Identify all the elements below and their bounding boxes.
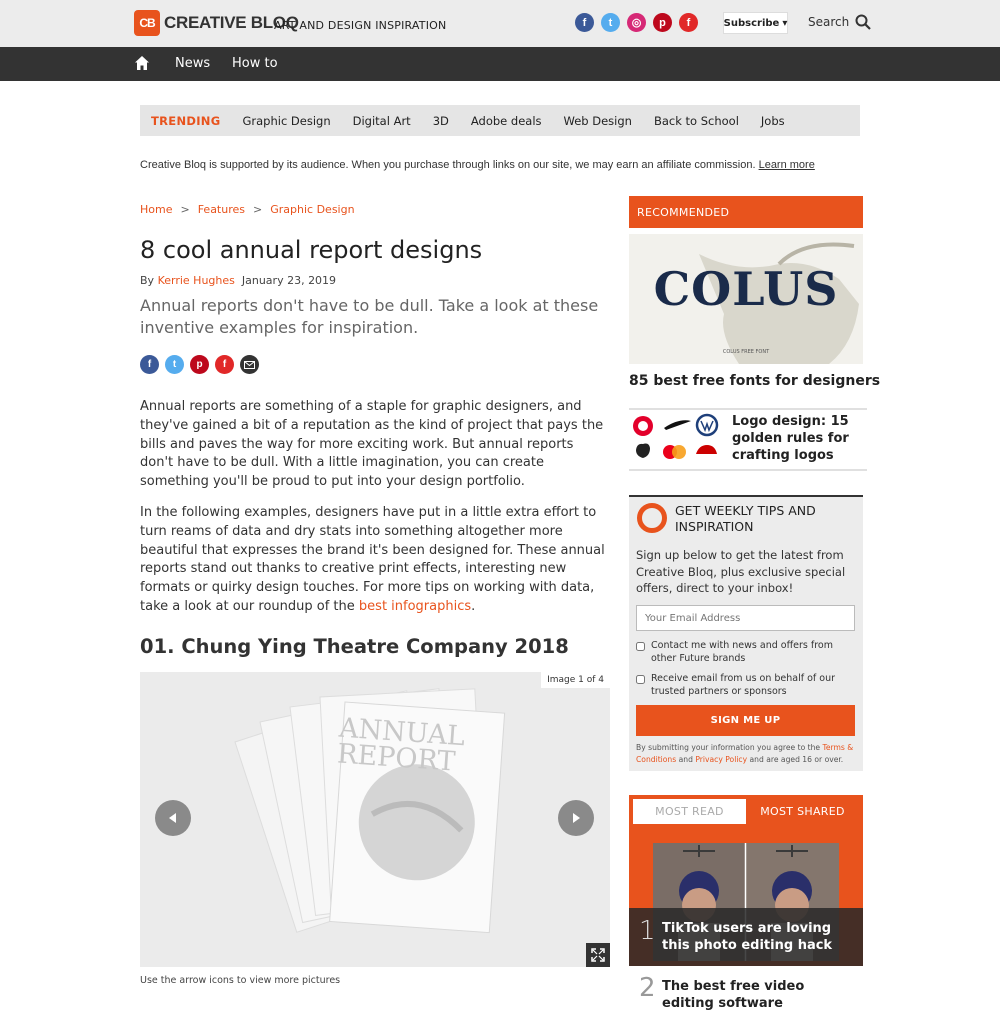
facebook-icon[interactable]: f — [575, 13, 594, 32]
breadcrumb — [140, 203, 355, 216]
breadcrumb-features[interactable]: Features — [197, 203, 246, 216]
recommended-image[interactable] — [629, 234, 863, 364]
byline — [140, 274, 336, 287]
trending-item-jobs[interactable]: Jobs — [760, 113, 785, 128]
nav-item-how-to[interactable]: How to — [232, 56, 278, 71]
affiliate-text: Creative Bloq is supported by its audience. When you purchase through links on our site, we may earn an affiliate commission. — [140, 159, 756, 171]
arrow-right-icon — [570, 812, 582, 824]
most-read-widget — [629, 795, 863, 966]
trending-item-3d[interactable]: 3D — [432, 113, 449, 128]
terms-link[interactable]: Terms & Conditions — [636, 743, 854, 764]
expand-button[interactable] — [586, 943, 610, 967]
instagram-icon[interactable]: ◎ — [627, 13, 646, 32]
site-tagline: ART AND DESIGN INSPIRATION — [274, 19, 447, 32]
newsletter-ring-icon — [637, 503, 667, 533]
paragraph-2-end: . — [471, 598, 476, 614]
newsletter-description: Sign up below to get the latest from Creative Bloq, plus exclusive special offers, direct to your inbox! — [636, 548, 846, 595]
top-header — [0, 0, 1000, 47]
arrow-left-icon — [167, 812, 179, 824]
divider — [629, 469, 867, 471]
publish-date: January 23, 2019 — [241, 274, 337, 287]
search-button[interactable] — [808, 14, 871, 30]
tab-most-read[interactable]: MOST READ — [633, 799, 746, 824]
search-label: Search — [808, 15, 850, 29]
search-icon — [855, 14, 871, 30]
image-counter: Image 1 of 4 — [541, 672, 610, 688]
legal-prefix: By submitting your information you agree to the — [636, 743, 821, 752]
main-nav — [0, 47, 1000, 81]
rank-number: 2 — [639, 973, 656, 1003]
most-read-title: TikTok users are loving this photo editing hack — [662, 921, 833, 953]
most-read-item-1[interactable] — [629, 908, 863, 966]
rank-number: 1 — [639, 916, 656, 946]
gallery-prev-button[interactable] — [155, 800, 191, 836]
contact-checkbox-label: Contact me with news and offers from other Future brands — [651, 640, 833, 664]
twitter-icon[interactable]: t — [601, 13, 620, 32]
section-heading: 01. Chung Ying Theatre Company 2018 — [140, 635, 569, 658]
sign-me-up-button[interactable]: SIGN ME UP — [636, 705, 855, 736]
partners-checkbox[interactable] — [636, 675, 645, 684]
newsletter-title: GET WEEKLY TIPS AND INSPIRATION — [675, 503, 816, 534]
partners-checkbox-row[interactable] — [636, 673, 858, 698]
newsletter-signup — [629, 495, 863, 771]
trending-label: TRENDING — [151, 113, 221, 128]
legal-and: and — [678, 755, 693, 764]
article-title: 8 cool annual report designs — [140, 236, 483, 264]
breadcrumb-graphic-design[interactable]: Graphic Design — [270, 203, 355, 216]
nav-item-news[interactable]: News — [175, 56, 211, 71]
logo-text: CREATIVE BLOQ — [164, 13, 299, 32]
gallery-caption: Use the arrow icons to view more pictures — [140, 975, 341, 986]
share-pinterest-icon[interactable]: p — [190, 355, 209, 374]
trending-item-back-to-school[interactable]: Back to School — [653, 113, 739, 128]
gallery-next-button[interactable] — [558, 800, 594, 836]
email-input[interactable] — [636, 605, 855, 631]
recommended-header: RECOMMENDED — [629, 196, 863, 228]
trending-bar — [140, 105, 860, 136]
breadcrumb-separator: > — [180, 203, 190, 216]
byline-by: By — [140, 274, 155, 287]
newsletter-header — [637, 503, 857, 539]
share-twitter-icon[interactable]: t — [165, 355, 184, 374]
home-icon[interactable] — [134, 55, 150, 71]
affiliate-notice — [140, 159, 815, 171]
trending-item-adobe-deals[interactable]: Adobe deals — [470, 113, 542, 128]
share-flipboard-icon[interactable]: f — [215, 355, 234, 374]
trending-item-web-design[interactable]: Web Design — [563, 113, 632, 128]
logo-article-thumbnail[interactable] — [629, 412, 723, 467]
booklet-title: ANNUAL REPORT — [336, 712, 466, 778]
partners-checkbox-label: Receive email from us on behalf of our trusted partners or sponsors — [651, 673, 836, 697]
brand-logos-image — [629, 412, 723, 467]
share-facebook-icon[interactable]: f — [140, 355, 159, 374]
privacy-link[interactable]: Privacy Policy — [695, 755, 748, 764]
colus-wordmark: COLUS — [653, 262, 839, 316]
share-buttons — [140, 355, 259, 374]
most-read-item-2[interactable]: The best free video editing software — [662, 979, 805, 1011]
expand-icon — [591, 948, 605, 962]
contact-checkbox[interactable] — [636, 642, 645, 651]
trending-item-graphic-design[interactable]: Graphic Design — [242, 113, 331, 128]
contact-checkbox-row[interactable] — [636, 640, 858, 665]
article-paragraph-2 — [140, 504, 610, 617]
newsletter-legal — [636, 742, 858, 766]
author-link[interactable]: Kerrie Hughes — [157, 274, 235, 287]
share-email-icon[interactable] — [240, 355, 259, 374]
trending-item-digital-art[interactable]: Digital Art — [352, 113, 411, 128]
breadcrumb-home[interactable]: Home — [140, 203, 173, 216]
learn-more-link[interactable]: Learn more — [758, 159, 815, 171]
divider — [629, 408, 867, 410]
subscribe-label: Subscribe — [723, 17, 780, 29]
logo-article-title[interactable]: Logo design: 15 golden rules for crafting logos — [732, 414, 849, 463]
image-gallery — [140, 672, 610, 967]
caret-down-icon: ▾ — [782, 17, 788, 29]
article-paragraph-1: Annual reports are something of a staple for graphic designers, and they've gained a bit of a reputation as the kind of project that pays the bills and paves the way for more exciting work. But annual reports don't have to be dull. With a little imagination, you can create something you'll be proud to put into your design portfolio. — [140, 399, 604, 490]
colus-caption: COLUS FREE FONT — [722, 349, 770, 355]
header-social-links — [575, 13, 698, 32]
legal-suffix: and are aged 16 or over. — [749, 755, 844, 764]
subscribe-button[interactable] — [723, 12, 788, 34]
article-standfirst: Annual reports don't have to be dull. Take a look at these inventive examples for inspiration. — [140, 296, 599, 337]
paragraph-2-text: In the following examples, designers have put in a little extra effort to turn reams of data and dry stats into something altogether more beautiful that expresses the brand it's been designed for. These annual reports stand out thanks to creative print effects, interesting new formats or quirky design touches. For more tips on working with data, take a look at our roundup of the — [140, 505, 605, 614]
best-infographics-link[interactable]: best infographics — [358, 598, 472, 614]
pinterest-icon[interactable]: p — [653, 13, 672, 32]
flipboard-icon[interactable]: f — [679, 13, 698, 32]
tab-most-shared[interactable]: MOST SHARED — [760, 805, 845, 818]
recommended-article-title[interactable]: 85 best free fonts for designers — [629, 373, 881, 389]
breadcrumb-separator: > — [253, 203, 263, 216]
logo-badge: CB — [134, 10, 160, 36]
